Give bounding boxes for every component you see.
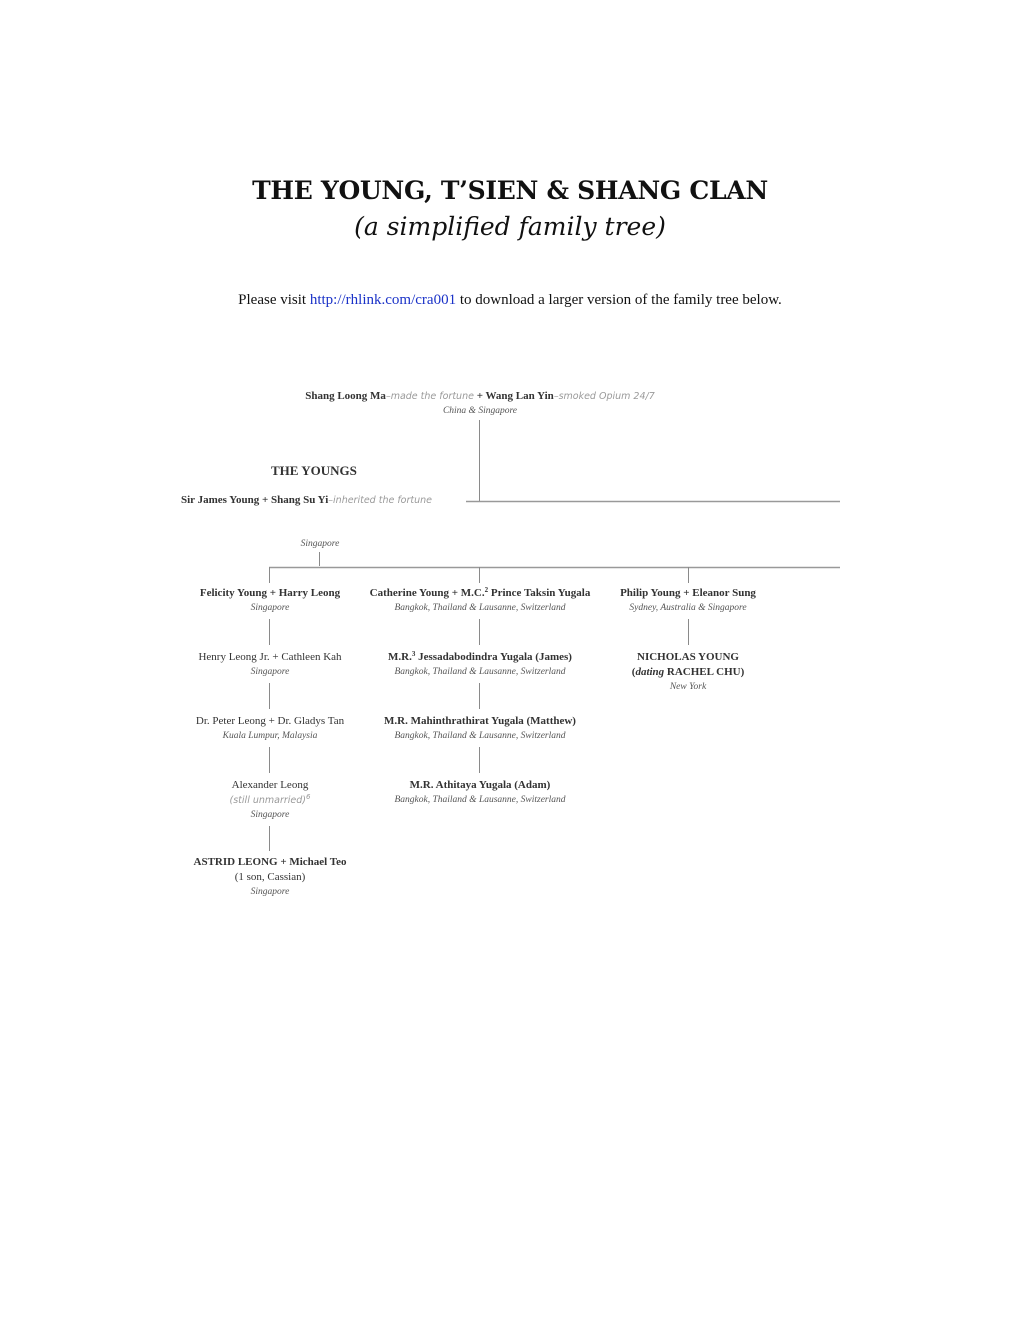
alexander-location: Singapore [250,810,290,820]
philip-location: Sydney, Australia & Singapore [629,603,747,613]
james-couple [181,493,432,508]
catherine-location: Bangkok, Thailand & Lausanne, Switzerland [394,603,566,613]
catherine-name-a: Catherine Young + M.C. [369,587,485,599]
wang-lan-yin: Wang Lan Yin [485,390,554,402]
root-plus: + [473,390,486,402]
root-note-1: –made the fortune [385,391,474,402]
james-yugala-name-a: M.R. [388,651,412,663]
intro-before: Please visit [238,292,310,308]
shang-loong-ma: Shang Loong Ma [305,390,386,402]
james-note: –inherited the fortune [328,495,433,506]
astrid-couple [170,855,370,900]
nicholas-dating-b: RACHEL CHU) [664,666,745,678]
matthew-node [355,714,605,744]
nicholas-node [598,650,778,695]
alexander-node [170,778,370,823]
catherine-couple [355,586,605,616]
astrid-detail: (1 son, Cassian) [234,871,306,883]
james-location: Singapore [300,539,340,549]
root-location: China & Singapore [442,406,518,416]
nicholas-dating-a: ( [631,666,636,678]
nicholas-dating-word: dating [635,666,665,678]
adam-name: M.R. Athitaya Yugala (Adam) [409,779,551,791]
page-title: THE YOUNG, T’SIEN & SHANG CLAN [252,176,768,205]
alexander-note: (still unmarried) [229,795,306,806]
youngs-heading: THE YOUNGS [271,463,357,478]
james-couple-name: Sir James Young + Shang Su Yi [181,494,329,506]
peter-location: Kuala Lumpur, Malaysia [222,731,318,741]
intro-after: to download a larger version of the family tree below. [456,292,782,308]
catherine-footnote: 2 [484,586,489,594]
james-yugala-footnote: 3 [411,650,416,658]
astrid-location: Singapore [250,887,290,897]
nicholas-location: New York [669,682,707,692]
nicholas-name: NICHOLAS YOUNG [637,651,739,663]
henry-couple [170,650,370,680]
peter-couple [170,714,370,744]
page-subtitle: (a simplified family tree) [354,212,666,241]
download-link[interactable]: http://rhlink.com/cra001 [309,292,457,308]
astrid-name: ASTRID LEONG + Michael Teo [193,856,347,868]
henry-location: Singapore [250,667,290,677]
alexander-name: Alexander Leong [231,779,309,791]
philip-name: Philip Young + Eleanor Sung [620,587,756,599]
root-couple [280,389,680,419]
philip-couple [598,586,778,616]
adam-node [355,778,605,808]
matthew-name: M.R. Mahinthrathirat Yugala (Matthew) [384,715,576,727]
henry-name: Henry Leong Jr. + Cathleen Kah [198,651,342,663]
matthew-location: Bangkok, Thailand & Lausanne, Switzerland [394,731,566,741]
root-note-2: –smoked Opium 24/7 [553,391,655,402]
peter-name: Dr. Peter Leong + Dr. Gladys Tan [195,715,345,727]
felicity-couple [170,586,370,616]
james-yugala-name-b: Jessadabodindra Yugala (James) [415,651,572,663]
james-yugala-location: Bangkok, Thailand & Lausanne, Switzerland [394,667,566,677]
felicity-name: Felicity Young + Harry Leong [199,587,341,599]
felicity-location: Singapore [250,603,290,613]
alexander-footnote: 6 [306,793,311,801]
catherine-name-b: Prince Taksin Yugala [488,587,591,599]
adam-location: Bangkok, Thailand & Lausanne, Switzerland [394,795,566,805]
james-yugala-node [355,650,605,680]
